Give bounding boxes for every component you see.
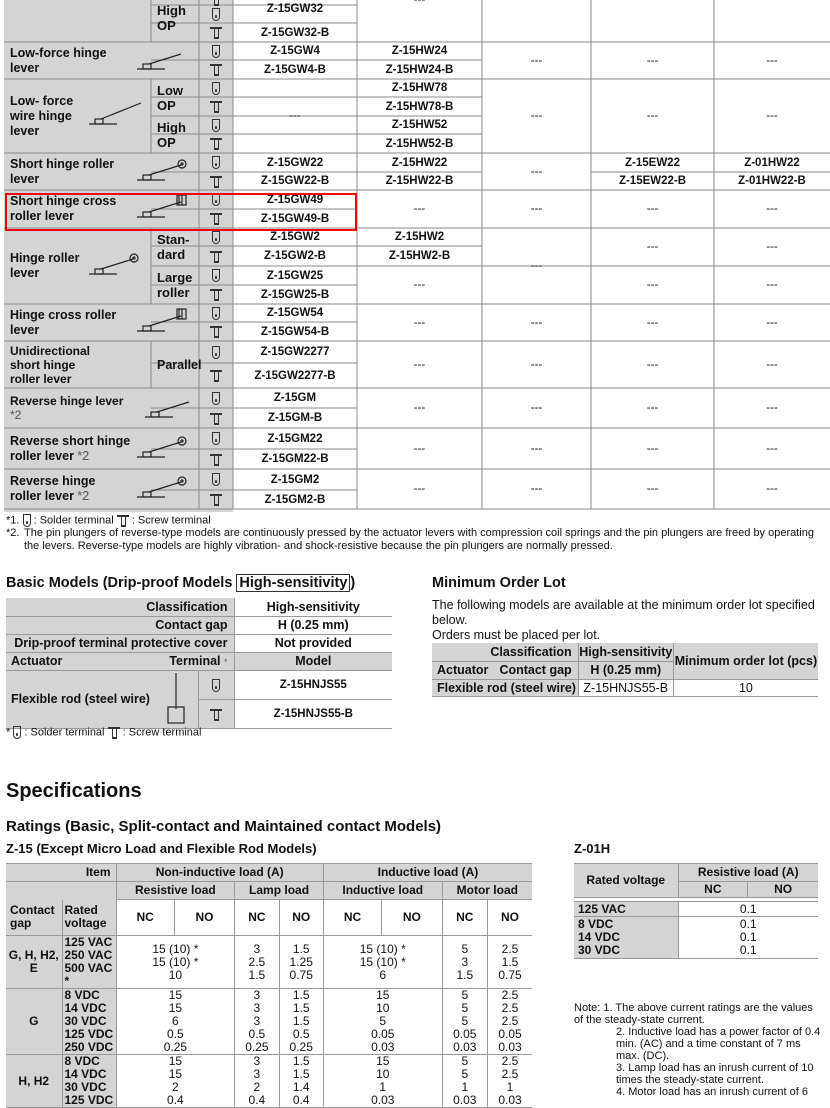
- ratings-voltage-cell: 125 VAC 250 VAC 500 VAC *: [62, 936, 116, 989]
- ratings-value-cell: 15 (10) * 15 (10) * 10: [116, 936, 235, 989]
- ratings-note: 4. Motor load has an inrush current of 6: [616, 1086, 808, 1098]
- screw-terminal-icon: [210, 369, 222, 382]
- actuator-label: Short hinge cross roller lever: [10, 194, 117, 223]
- terminal-icon-cell: [199, 285, 233, 304]
- dash-cell: ---: [530, 402, 543, 414]
- terminal-icon-cell: [199, 322, 233, 341]
- screw-terminal-icon: [210, 100, 222, 113]
- solder-terminal-icon: [212, 392, 220, 405]
- dash-cell: ---: [766, 402, 778, 414]
- basic-model-label: Model: [234, 652, 392, 670]
- ratings-value-cell: 15 15 2 0.4: [116, 1055, 235, 1108]
- sub-label-parallel: Parallel: [157, 357, 202, 372]
- basic-title-box: High-sensitivity: [236, 574, 350, 592]
- model-cell: Z-15HW22: [391, 156, 448, 169]
- model-cell: Z-15HW2-B: [388, 250, 451, 262]
- actuator-cell: [4, 388, 199, 428]
- basic-title-a: Basic Models (Drip-proof Models: [6, 575, 237, 591]
- basic-note-star: *: [6, 726, 11, 739]
- mol-hs-label: High-sensitivity: [578, 643, 673, 661]
- model-cell: Z-15EW22-B: [618, 175, 687, 187]
- ratings-lamp-label: Lamp load: [235, 882, 324, 900]
- model-cell: Z-15GW4-B: [264, 63, 326, 76]
- ratings-note: 2. Inductive load has a power factor of 0.4 min. (AC) and a time constant of 7 ms max. (DC).: [616, 1026, 821, 1062]
- dash-cell: ---: [413, 442, 426, 455]
- ratings-value-cell: 5 5 5 0.05 0.03: [442, 989, 487, 1055]
- mol-row-model: Z-15HNJS55-B: [578, 679, 673, 696]
- basic-flex-label: Flexible rod (steel wire): [6, 670, 156, 728]
- ratings-no-label: NO: [382, 900, 442, 936]
- dash-cell: ---: [766, 203, 778, 215]
- ratings-no-label: NO: [279, 900, 323, 936]
- terminal-icon-cell: [199, 388, 233, 408]
- ratings-value-cell: 15 10 1 0.03: [323, 1055, 442, 1108]
- ratings-inductive-load-label: Inductive load: [323, 882, 442, 900]
- basic-classification-label: Classification: [6, 598, 234, 616]
- ratings-voltage-label: Rated voltage: [62, 900, 116, 936]
- terminal-icon-cell: [199, 23, 233, 42]
- ratings-value-cell: 15 10 5 0.05 0.03: [323, 989, 442, 1055]
- actuator-cell: [4, 153, 199, 190]
- terminal-icon-cell: [199, 134, 233, 153]
- actuator-cell: [4, 228, 151, 304]
- z01-subtitle: Z-01H: [574, 841, 611, 856]
- solder-terminal-icon: [212, 45, 220, 58]
- mol-class-label: Classification: [432, 643, 578, 661]
- model-cell: Z-15GW25: [266, 269, 324, 282]
- basic-gap-label: Contact gap: [6, 616, 234, 634]
- dash-cell: ---: [413, 402, 426, 414]
- dash-cell: ---: [766, 483, 778, 495]
- ratings-value-cell: 3 2.5 1.5: [235, 936, 279, 989]
- dash-cell: ---: [530, 483, 543, 495]
- ratings-value-cell: 2.5 2.5 1 0.03: [487, 1055, 532, 1108]
- terminal-icon-cell: [199, 363, 233, 388]
- basic-cover-label: Drip-proof terminal protective cover: [6, 634, 234, 652]
- model-cell: Z-15GM22-B: [261, 453, 329, 465]
- footnote-1-prefix: *1.: [6, 514, 20, 527]
- ratings-value-cell: 1.5 1.5 1.4 0.4: [279, 1055, 323, 1108]
- basic-note-screw: : Screw terminal: [122, 726, 202, 739]
- solder-terminal-icon: [212, 473, 220, 486]
- screw-terminal-icon: [210, 325, 222, 338]
- footnote-2-text: The pin plungers of reverse-type models are continuously pressed by the actuator levers with compression coil springs and the pin plungers are freed by operating the levers. Reverse-type models are highly vibration- and shock-resistive because the pin plungers are normally pressed.: [24, 527, 814, 553]
- model-cell: Z-15GW4: [270, 45, 320, 57]
- model-cell: Z-15GW54: [266, 307, 324, 319]
- screw-terminal-icon: [210, 0, 222, 6]
- screw-terminal-icon: [210, 708, 222, 721]
- dash-cell: ---: [530, 54, 543, 67]
- dash-cell: ---: [530, 442, 543, 455]
- specifications-title: Specifications: [6, 780, 142, 802]
- screw-terminal-icon: [117, 514, 129, 527]
- model-cell: Z-01HW22-B: [738, 175, 806, 187]
- dash-cell: ---: [530, 260, 543, 272]
- sub-label-high-op: High OP: [157, 3, 186, 33]
- terminal-icon-cell: [199, 60, 233, 79]
- actuator-cell: Unidirectional short hinge roller lever: [10, 343, 91, 386]
- actuator-cell: [4, 42, 199, 79]
- dash-cell: ---: [766, 358, 778, 371]
- basic-star: *: [223, 657, 228, 667]
- solder-terminal-icon: [212, 119, 220, 132]
- dash-cell: ---: [413, 203, 426, 215]
- ratings-value-cell: 1.5 1.25 0.75: [279, 936, 323, 989]
- footnote-1-screw: : Screw terminal: [131, 514, 211, 527]
- mol-row-actuator: Flexible rod (steel wire): [432, 679, 578, 696]
- lever-actuator-icon: [87, 101, 143, 127]
- ratings-value-cell: 2.5 2.5 2.5 0.05 0.03: [487, 989, 532, 1055]
- z01-res-label: Resistive load (A): [678, 864, 818, 882]
- model-cell: Z-15GW2277: [260, 346, 330, 358]
- z01-rated-label: Rated voltage: [574, 864, 678, 898]
- model-cell: Z-15GM-B: [267, 412, 323, 424]
- model-cell: Z-15GM2-B: [264, 493, 326, 506]
- terminal-icon-cell: [199, 172, 233, 190]
- sub-label-large-roller: Large roller: [157, 270, 193, 300]
- model-cell: Z-15GW2-B: [264, 250, 326, 262]
- model-cell: Z-15GM2: [270, 473, 320, 486]
- ratings-value-cell: 15 15 6 0.5 0.25: [116, 989, 235, 1055]
- dash-cell: ---: [530, 110, 543, 122]
- model-cell: Z-15GW49: [266, 193, 324, 206]
- ratings-value-cell: 3 3 2 0.4: [235, 1055, 279, 1108]
- actuator-label: Low-force hinge lever: [10, 45, 107, 75]
- solder-terminal-icon: [212, 8, 220, 21]
- screw-terminal-icon: [210, 288, 222, 301]
- ratings-contact-gap-label: Contact gap: [6, 900, 62, 936]
- model-cell: Z-15GW22-B: [260, 175, 330, 187]
- solder-terminal-icon: [212, 346, 220, 359]
- screw-terminal-icon: [210, 175, 222, 188]
- dash-cell: ---: [766, 316, 778, 329]
- screw-terminal-icon: [108, 726, 120, 739]
- actuator-label: Short hinge roller lever: [10, 156, 115, 186]
- model-cell: Z-15GM22: [267, 432, 323, 445]
- z01-nc-label: NC: [678, 882, 748, 898]
- model-cell: Z-15GM: [273, 392, 317, 404]
- ratings-nc-label: NC: [323, 900, 381, 936]
- ratings-note: 3. Lamp load has an inrush current of 10 times the steady-state current.: [616, 1062, 814, 1086]
- solder-terminal-icon: [212, 432, 220, 445]
- mol-gap-label: Contact gap: [493, 661, 578, 679]
- ratings-gap-cell: G: [6, 989, 62, 1055]
- ratings-resistive-label: Resistive load: [116, 882, 235, 900]
- ratings-table: [6, 863, 532, 1108]
- ratings-value-cell: 1.5 1.5 1.5 0.5 0.25: [279, 989, 323, 1055]
- model-cell: Z-15HW2: [394, 231, 445, 243]
- min-order-title: Minimum Order Lot: [432, 575, 566, 591]
- actuator-label: Low- force wire hinge lever: [10, 93, 74, 138]
- ratings-value-cell: 5 3 1.5: [442, 936, 487, 989]
- ratings-note: Note: 1. The above current ratings are the values of the steady-state current.: [574, 1002, 813, 1026]
- dash-cell: ---: [413, 358, 426, 371]
- dash-cell: ---: [646, 241, 659, 253]
- terminal-icon-cell: [199, 266, 233, 285]
- terminal-icon-cell: [199, 408, 233, 428]
- sub-label-standard: Stan- dard: [157, 232, 190, 262]
- model-cell: Z-15GW32-B: [260, 26, 330, 39]
- model-cell: Z-15HW52: [391, 119, 448, 131]
- actuator-cell: [4, 428, 199, 469]
- actuator-label: Reverse hinge roller lever *2: [10, 474, 96, 503]
- screw-terminal-icon: [210, 63, 222, 76]
- terminal-icon-cell: [199, 153, 233, 172]
- lever-actuator-icon: [143, 394, 199, 420]
- dash-cell: [357, 0, 482, 5]
- dash-cell: ---: [646, 279, 659, 291]
- ratings-inductive-label: Inductive load (A): [323, 864, 532, 882]
- mol-actuator-label: Actuator: [432, 661, 493, 679]
- dash-cell: ---: [530, 358, 543, 371]
- z01-row-value: 0.1: [678, 902, 818, 917]
- dash-cell: ---: [766, 279, 778, 291]
- model-cell: Z-15HW24-B: [385, 63, 454, 76]
- mol-min-label: Minimum order lot (pcs): [673, 643, 818, 679]
- dash-cell: ---: [766, 110, 778, 122]
- ratings-no-label: NO: [174, 900, 234, 936]
- dash-cell: ---: [766, 241, 778, 253]
- terminal-icon-cell: [199, 97, 233, 116]
- screw-terminal-icon: [210, 137, 222, 150]
- terminal-icon-cell: [199, 5, 233, 23]
- model-cell: Z-15GW54-B: [260, 325, 330, 338]
- ratings-noninductive-label: Non-inductive load (A): [116, 864, 323, 882]
- dash-cell: ---: [646, 203, 659, 215]
- model-cell: Z-15HW78: [391, 82, 448, 94]
- terminal-icon-cell: [199, 341, 233, 363]
- sub-label-low-op: Low OP: [157, 82, 183, 113]
- dash-cell: ---: [646, 358, 659, 371]
- basic-cover-value: Not provided: [234, 634, 392, 652]
- screw-terminal-icon: [210, 453, 222, 466]
- basic-note-solder: : Solder terminal: [24, 726, 105, 739]
- lever-actuator-icon: [87, 251, 143, 277]
- terminal-icon-cell: [199, 0, 233, 5]
- ratings-nc-label: NC: [442, 900, 487, 936]
- z01-table: [574, 863, 818, 959]
- model-cell: Z-15GW2277-B: [254, 369, 336, 382]
- flexible-rod-icon: [156, 670, 198, 728]
- model-cell: Z-15GW22: [266, 156, 324, 169]
- lever-actuator-icon: [135, 434, 191, 460]
- model-cell: Z-15HW24: [391, 45, 448, 57]
- solder-terminal-icon: [23, 514, 31, 527]
- lever-actuator-icon: [135, 474, 191, 500]
- z01-row-value: 0.1 0.1 0.1: [678, 917, 818, 959]
- solder-terminal-icon: [212, 269, 220, 282]
- model-cell: Z-15GW32: [266, 2, 324, 15]
- terminal-icon-cell: [199, 42, 233, 60]
- highlight-box: [5, 193, 357, 231]
- solder-terminal-icon: [212, 156, 220, 169]
- min-order-table: [432, 643, 818, 697]
- model-cell: Z-01HW22: [744, 156, 800, 169]
- actuator-cell: [4, 304, 199, 341]
- model-cell: Z-15EW22: [625, 156, 680, 169]
- actuator-label: Reverse short hinge roller lever *2: [10, 433, 131, 463]
- min-order-text-2: Orders must be placed per lot.: [432, 628, 601, 642]
- solder-terminal-icon: [212, 231, 220, 244]
- terminal-icon-cell: [199, 490, 233, 509]
- actuator-cell: [4, 469, 199, 509]
- model-cell: Z-15HW52-B: [385, 137, 454, 150]
- model-cell: Z-15HW22-B: [385, 175, 454, 187]
- terminal-icon-cell: [199, 304, 233, 322]
- dash-cell: ---: [413, 279, 426, 291]
- solder-terminal-icon: [212, 82, 220, 95]
- model-cell: Z-15GW49-B: [260, 212, 330, 225]
- ratings-value-cell: 15 (10) * 15 (10) * 6: [323, 936, 442, 989]
- lever-actuator-icon: [135, 308, 191, 334]
- dash-cell: ---: [530, 316, 543, 329]
- ratings-notes: [574, 1002, 824, 1098]
- dash-cell: ---: [646, 402, 659, 414]
- dash-cell: ---: [766, 54, 778, 67]
- dash-cell: ---: [530, 203, 543, 215]
- ratings-gap-cell: G, H, H2, E: [6, 936, 62, 989]
- solder-terminal-icon: [212, 307, 220, 320]
- lever-actuator-icon: [135, 157, 191, 183]
- min-order-section: [432, 575, 822, 643]
- basic-model-1: Z-15HNJS55: [234, 670, 392, 699]
- dash-cell: ---: [413, 316, 426, 329]
- basic-title-b: ): [350, 575, 356, 591]
- model-cell: Z-15GW2: [270, 231, 320, 243]
- basic-model-2: Z-15HNJS55-B: [234, 699, 392, 728]
- solder-terminal-icon: [212, 679, 220, 692]
- mol-row-lot: 10: [673, 679, 818, 696]
- ratings-nc-label: NC: [235, 900, 279, 936]
- dash-cell: ---: [646, 316, 659, 329]
- model-cell: Z-15GW25-B: [260, 288, 330, 301]
- terminal-icon-cell: [199, 246, 233, 266]
- terminal-icon-cell: [199, 116, 233, 134]
- terminal-icon-cell: [199, 469, 233, 490]
- screw-terminal-icon: [210, 26, 222, 39]
- basic-classification-value: High-sensitivity: [234, 598, 392, 616]
- min-order-text-1: The following models are available at the minimum order lot specified below.: [432, 598, 815, 627]
- actuator-cell: [4, 79, 151, 153]
- dash-cell: ---: [646, 483, 659, 495]
- dash-cell: ---: [646, 442, 659, 455]
- dash-cell: ---: [530, 165, 543, 178]
- terminal-icon-cell: [199, 79, 233, 97]
- actuator-label: Hinge roller lever: [10, 251, 80, 280]
- footnotes: [6, 514, 828, 553]
- screw-terminal-icon: [210, 412, 222, 425]
- model-cell: Z-15HW78-B: [385, 100, 454, 113]
- ratings-item-label: Item: [6, 864, 116, 882]
- ratings-value-cell: 5 5 1 0.03: [442, 1055, 487, 1108]
- ratings-value-cell: 3 3 3 0.5 0.25: [235, 989, 279, 1055]
- actuator-label: Hinge cross roller lever: [10, 307, 117, 337]
- basic-gap-value: H (0.25 mm): [234, 616, 392, 634]
- lever-actuator-icon: [135, 46, 191, 72]
- dash-cell: ---: [646, 54, 659, 67]
- z15-subtitle: Z-15 (Except Micro Load and Flexible Rod Models): [6, 841, 317, 856]
- basic-models-title: [6, 575, 355, 591]
- z01-no-label: NO: [748, 882, 818, 898]
- terminal-icon-cell: [199, 449, 233, 469]
- basic-actuator-label: Actuator: [6, 652, 156, 670]
- basic-terminal-label: Terminal: [169, 654, 221, 668]
- ratings-motor-label: Motor load: [442, 882, 532, 900]
- mol-gap-value: H (0.25 mm): [578, 661, 673, 679]
- dash-cell: ---: [413, 483, 426, 495]
- basic-note: [6, 726, 201, 739]
- dash-cell: ---: [766, 442, 778, 455]
- ratings-gap-cell: H, H2: [6, 1055, 62, 1108]
- ratings-value-cell: 2.5 1.5 0.75: [487, 936, 532, 989]
- solder-terminal-icon: [13, 726, 21, 739]
- sub-label-high-op: High OP: [157, 119, 186, 150]
- dash-cell: ---: [289, 110, 301, 122]
- screw-terminal-icon: [210, 493, 222, 506]
- basic-models-table: [6, 598, 392, 729]
- z01-row-voltage: 8 VDC 14 VDC 30 VDC: [574, 917, 678, 959]
- footnote-1-solder: : Solder terminal: [33, 514, 114, 527]
- z01-row-voltage: 125 VAC: [574, 902, 678, 917]
- ratings-title: Ratings (Basic, Split-contact and Maintained contact Models): [6, 818, 442, 835]
- ratings-nc-label: NC: [116, 900, 174, 936]
- ratings-voltage-cell: 8 VDC 14 VDC 30 VDC 125 VDC 250 VDC: [62, 989, 116, 1055]
- terminal-icon-cell: [199, 428, 233, 449]
- dash-cell: ---: [646, 110, 659, 122]
- footnote-2-prefix: *2.: [6, 527, 20, 540]
- ratings-no-label: NO: [487, 900, 532, 936]
- ratings-voltage-cell: 8 VDC 14 VDC 30 VDC 125 VDC: [62, 1055, 116, 1108]
- screw-terminal-icon: [210, 250, 222, 263]
- actuator-label: Reverse hinge lever *2: [10, 394, 124, 422]
